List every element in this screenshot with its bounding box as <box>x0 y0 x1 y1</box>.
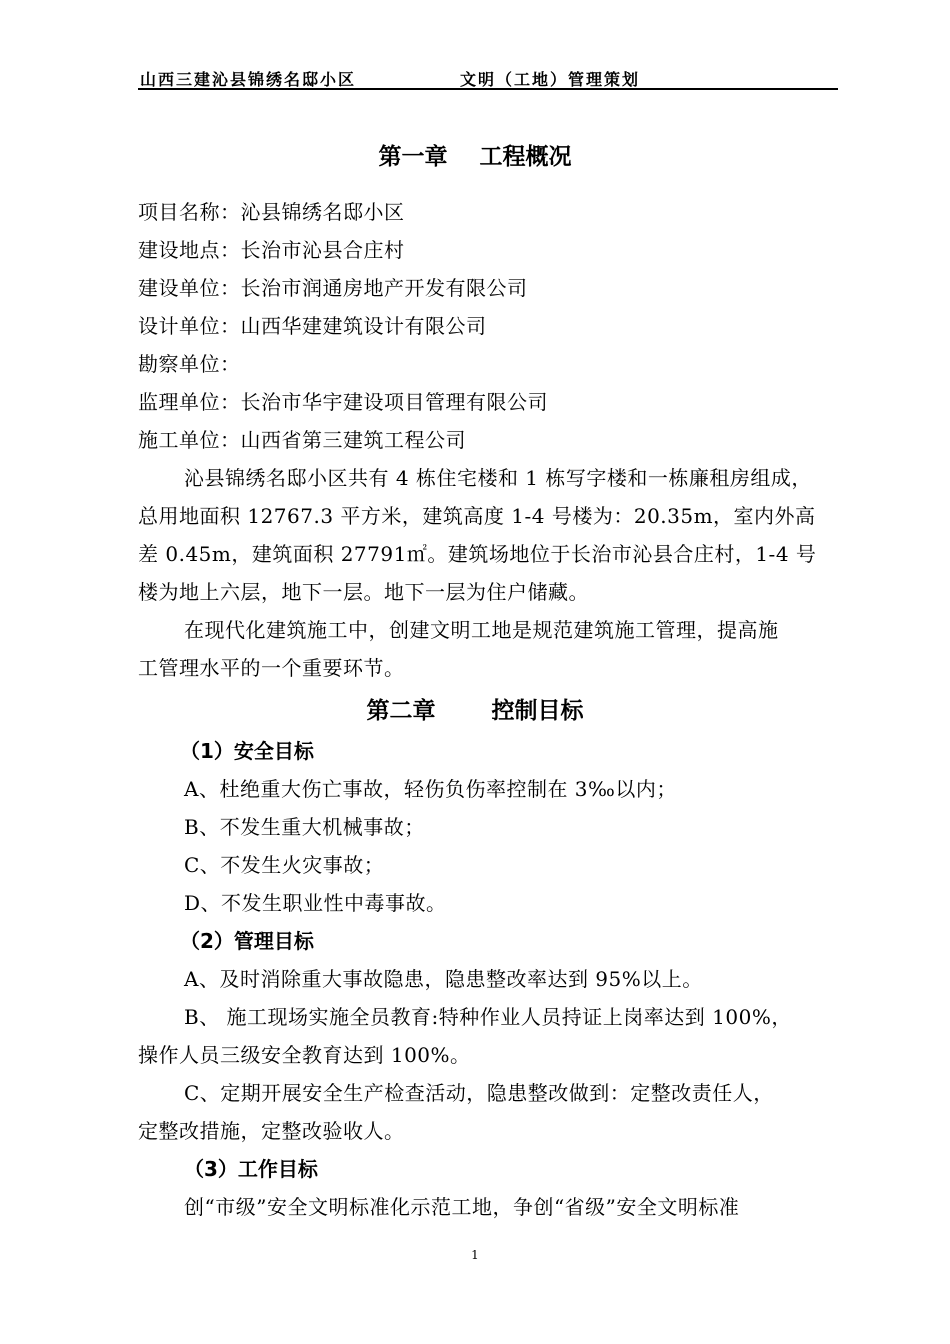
info-supervisor: 监理单位：长治市华宇建设项目管理有限公司 <box>138 390 548 414</box>
page-number: 1 <box>471 1248 479 1262</box>
civilization-paragraph-line: 工管理水平的一个重要环节。 <box>138 656 405 680</box>
safety-goal-item: B、不发生重大机械事故； <box>184 815 425 839</box>
info-owner: 建设单位：长治市润通房地产开发有限公司 <box>138 276 528 300</box>
chapter-1-title: 第一章 工程概况 <box>378 144 572 170</box>
overview-paragraph-line: 总用地面积 12767.3 平方米，建筑高度 1-4 号楼为：20.35m，室内外高 <box>138 504 816 528</box>
header-document-title: 文明（工地）管理策划 <box>460 70 641 89</box>
info-site-location: 建设地点：长治市沁县合庄村 <box>138 238 405 262</box>
safety-goal-item: C、不发生火灾事故； <box>184 853 385 877</box>
safety-goal-item: D、不发生职业性中毒事故。 <box>184 891 447 915</box>
work-goal-heading: （3）工作目标 <box>184 1157 318 1181</box>
management-goal-item-b-cont: 操作人员三级安全教育达到 100%。 <box>138 1043 471 1067</box>
page-header <box>138 64 838 90</box>
work-goal-line: 创“市级”安全文明标准化示范工地，争创“省级”安全文明标准 <box>184 1195 740 1219</box>
info-designer: 设计单位：山西华建建筑设计有限公司 <box>138 314 487 338</box>
overview-paragraph-line: 沁县锦绣名邸小区共有 4 栋住宅楼和 1 栋写字楼和一栋廉租房组成， <box>184 466 812 490</box>
management-goal-item-c: C、定期开展安全生产检查活动，隐患整改做到：定整改责任人， <box>184 1081 774 1105</box>
management-goal-heading: （2）管理目标 <box>180 929 314 953</box>
chapter-2-title: 第二章 控制目标 <box>366 698 584 724</box>
info-survey: 勘察单位： <box>138 352 241 376</box>
safety-goal-item: A、杜绝重大伤亡事故，轻伤负伤率控制在 3‰以内； <box>184 777 677 801</box>
safety-goal-heading: （1）安全目标 <box>180 739 314 763</box>
overview-paragraph-line: 楼为地上六层，地下一层。地下一层为住户储藏。 <box>138 580 589 604</box>
info-project-name: 项目名称：沁县锦绣名邸小区 <box>138 200 405 224</box>
info-contractor: 施工单位：山西省第三建筑工程公司 <box>138 428 466 452</box>
management-goal-item-c-cont: 定整改措施，定整改验收人。 <box>138 1119 405 1143</box>
management-goal-item-b: B、 施工现场实施全员教育:特种作业人员持证上岗率达到 100%， <box>184 1005 792 1029</box>
overview-paragraph-line: 差 0.45m，建筑面积 27791㎡。建筑场地位于长治市沁县合庄村，1-4 号 <box>138 542 817 566</box>
civilization-paragraph-line: 在现代化建筑施工中，创建文明工地是规范建筑施工管理，提高施 <box>184 618 779 642</box>
management-goal-item-a: A、及时消除重大事故隐患，隐患整改率达到 95%以上。 <box>184 967 703 991</box>
header-project-name: 山西三建沁县锦绣名邸小区 <box>140 70 357 89</box>
